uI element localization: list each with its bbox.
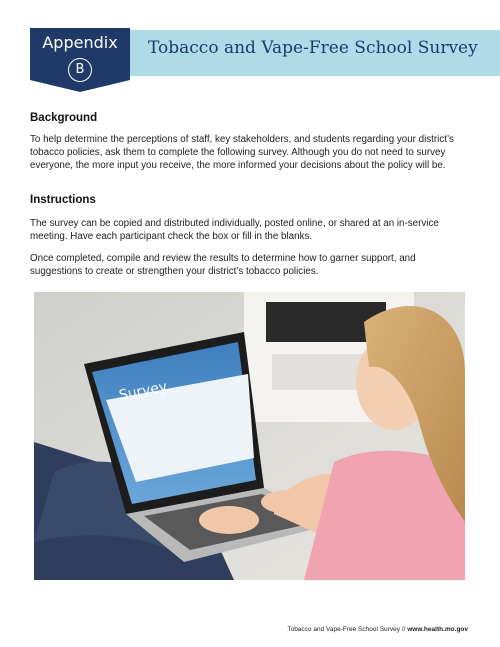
instructions-paragraph-2: Once completed, compile and review the results to determine how to garner support, and suggestions to create or strengthen your district’s tobacco policies.	[30, 253, 416, 277]
appendix-tag	[30, 28, 130, 92]
appendix-label: Appendix	[42, 33, 118, 52]
footer-doc-title: Tobacco and Vape-Free School Survey	[287, 626, 400, 633]
instructions-paragraph-1: The survey can be copied and distributed individually, posted online, or shared at an in-service meeting. Have each participant check the box or fill in the blanks.	[30, 218, 439, 242]
footer	[287, 626, 468, 633]
background-text: To help determine the perceptions of staff, key stakeholders, and students regarding your district’s tobacco policies, ask them to complete the following survey. Although you do not need to survey everyone, the more input you receive, the more informed your decisions about the policy will be.	[30, 134, 454, 171]
page-title: Tobacco and Vape-Free School Survey	[148, 38, 478, 58]
instructions-heading: Instructions	[30, 194, 96, 206]
screen-survey-title: Survey	[117, 378, 169, 404]
footer-url-link[interactable]: www.health.mo.gov	[407, 626, 468, 633]
background-heading: Background	[30, 112, 98, 124]
footer-separator: //	[401, 626, 406, 633]
survey-photo	[34, 292, 465, 580]
appendix-letter: B	[68, 58, 92, 82]
